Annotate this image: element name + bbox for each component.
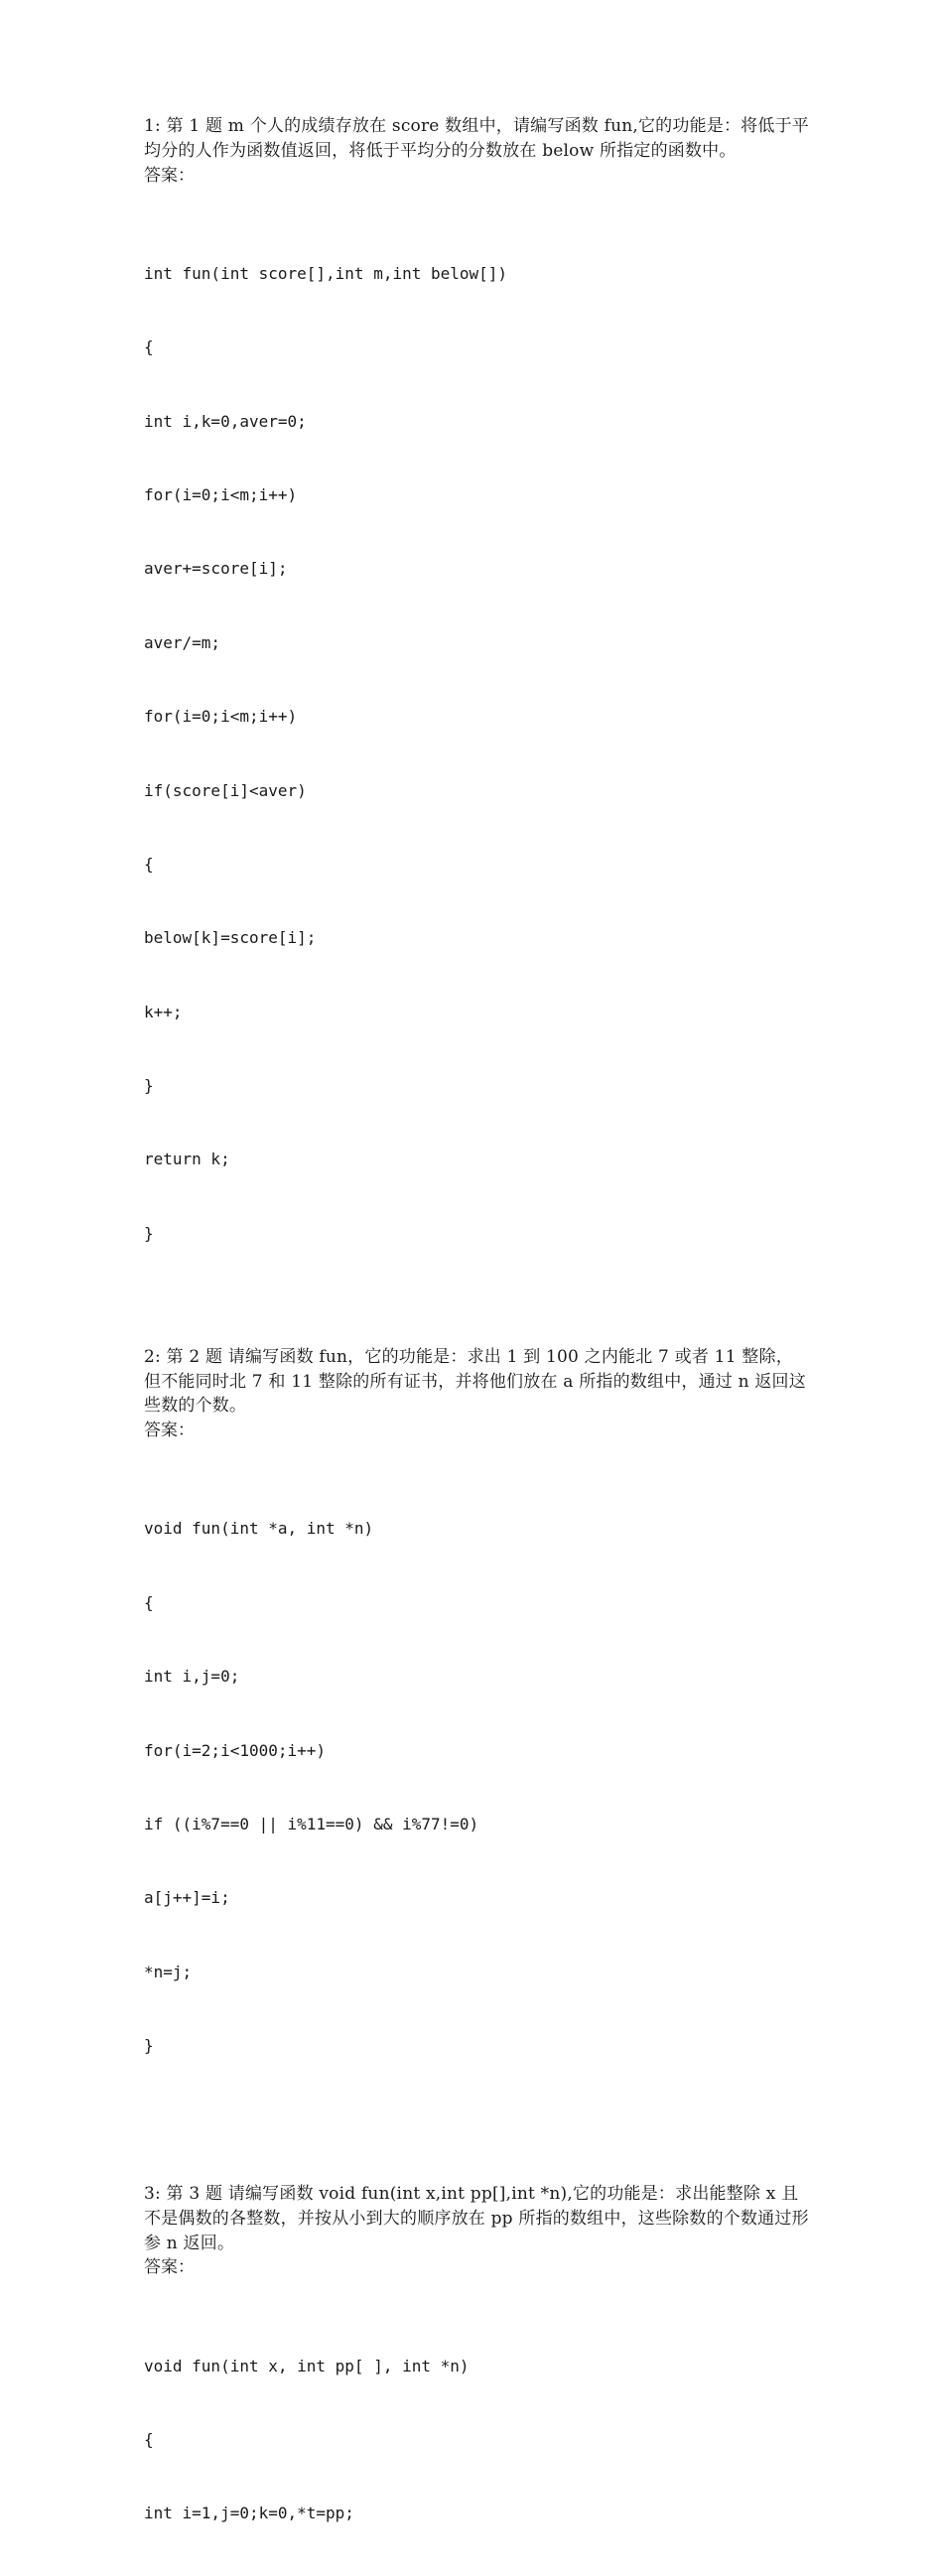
code-line: aver/=m; (144, 632, 221, 652)
question-1-code (144, 212, 809, 1295)
question-3-text: 3: 第 3 题 请编写函数 void fun(int x,int pp[],int *n),它的功能是：求出能整除 x 且不是偶数的各整数，并按从小到大的顺序放在 pp 所指的数组中，这些除数的个数通过形参 n 返回。 (144, 2183, 809, 2253)
document-content (144, 114, 809, 2576)
code-line: if(score[i]<aver) (144, 780, 307, 800)
code-line: } (144, 2036, 154, 2056)
question-3-code (144, 2305, 809, 2576)
code-line: *n=j; (144, 1962, 193, 1981)
code-line: } (144, 1076, 154, 1096)
code-line: } (144, 1223, 154, 1243)
code-line: for(i=0;i<m;i++) (144, 484, 298, 504)
code-line: int i,j=0; (144, 1667, 240, 1687)
question-1-answer-label: 答案： (144, 165, 195, 186)
code-line: below[k]=score[i]; (144, 928, 317, 948)
code-line: for(i=2;i<1000;i++) (144, 1740, 327, 1760)
question-3 (144, 2182, 809, 2576)
code-line: { (144, 1592, 154, 1612)
code-line: for(i=0;i<m;i++) (144, 707, 298, 727)
code-line: { (144, 338, 154, 357)
question-1 (144, 114, 809, 1295)
question-2 (144, 1345, 809, 2108)
code-line: return k; (144, 1150, 230, 1169)
question-1-text: 1: 第 1 题 m 个人的成绩存放在 score 数组中，请编写函数 fun,它的功能是：将低于平均分的人作为函数值返回，将低于平均分的分数放在 below 所指定的函数中。 (144, 116, 809, 161)
code-line: { (144, 854, 154, 874)
question-3-answer-label: 答案： (144, 2257, 195, 2278)
question-2-text: 2: 第 2 题 请编写函数 fun，它的功能是：求出 1 到 100 之内能北 7 或者 11 整除，但不能同时北 7 和 11 整除的所有证书，并将他们放在 a 所指的数组中，通过 n 返回这些数的个数。 (144, 1346, 806, 1417)
question-2-code (144, 1468, 809, 2108)
code-line: void fun(int *a, int *n) (144, 1519, 374, 1539)
code-line: int i=1,j=0;k=0,*t=pp; (144, 2504, 354, 2523)
code-line: int fun(int score[],int m,int below[]) (144, 263, 508, 283)
code-line: if ((i%7==0 || i%11==0) && i%77!=0) (144, 1814, 479, 1833)
code-line: a[j++]=i; (144, 1888, 230, 1908)
code-line: void fun(int x, int pp[ ], int *n) (144, 2356, 470, 2375)
question-2-answer-label: 答案： (144, 1421, 195, 1441)
code-line: int i,k=0,aver=0; (144, 411, 307, 431)
code-line: { (144, 2429, 154, 2449)
code-line: aver+=score[i]; (144, 559, 288, 579)
code-line: k++; (144, 1002, 183, 1021)
